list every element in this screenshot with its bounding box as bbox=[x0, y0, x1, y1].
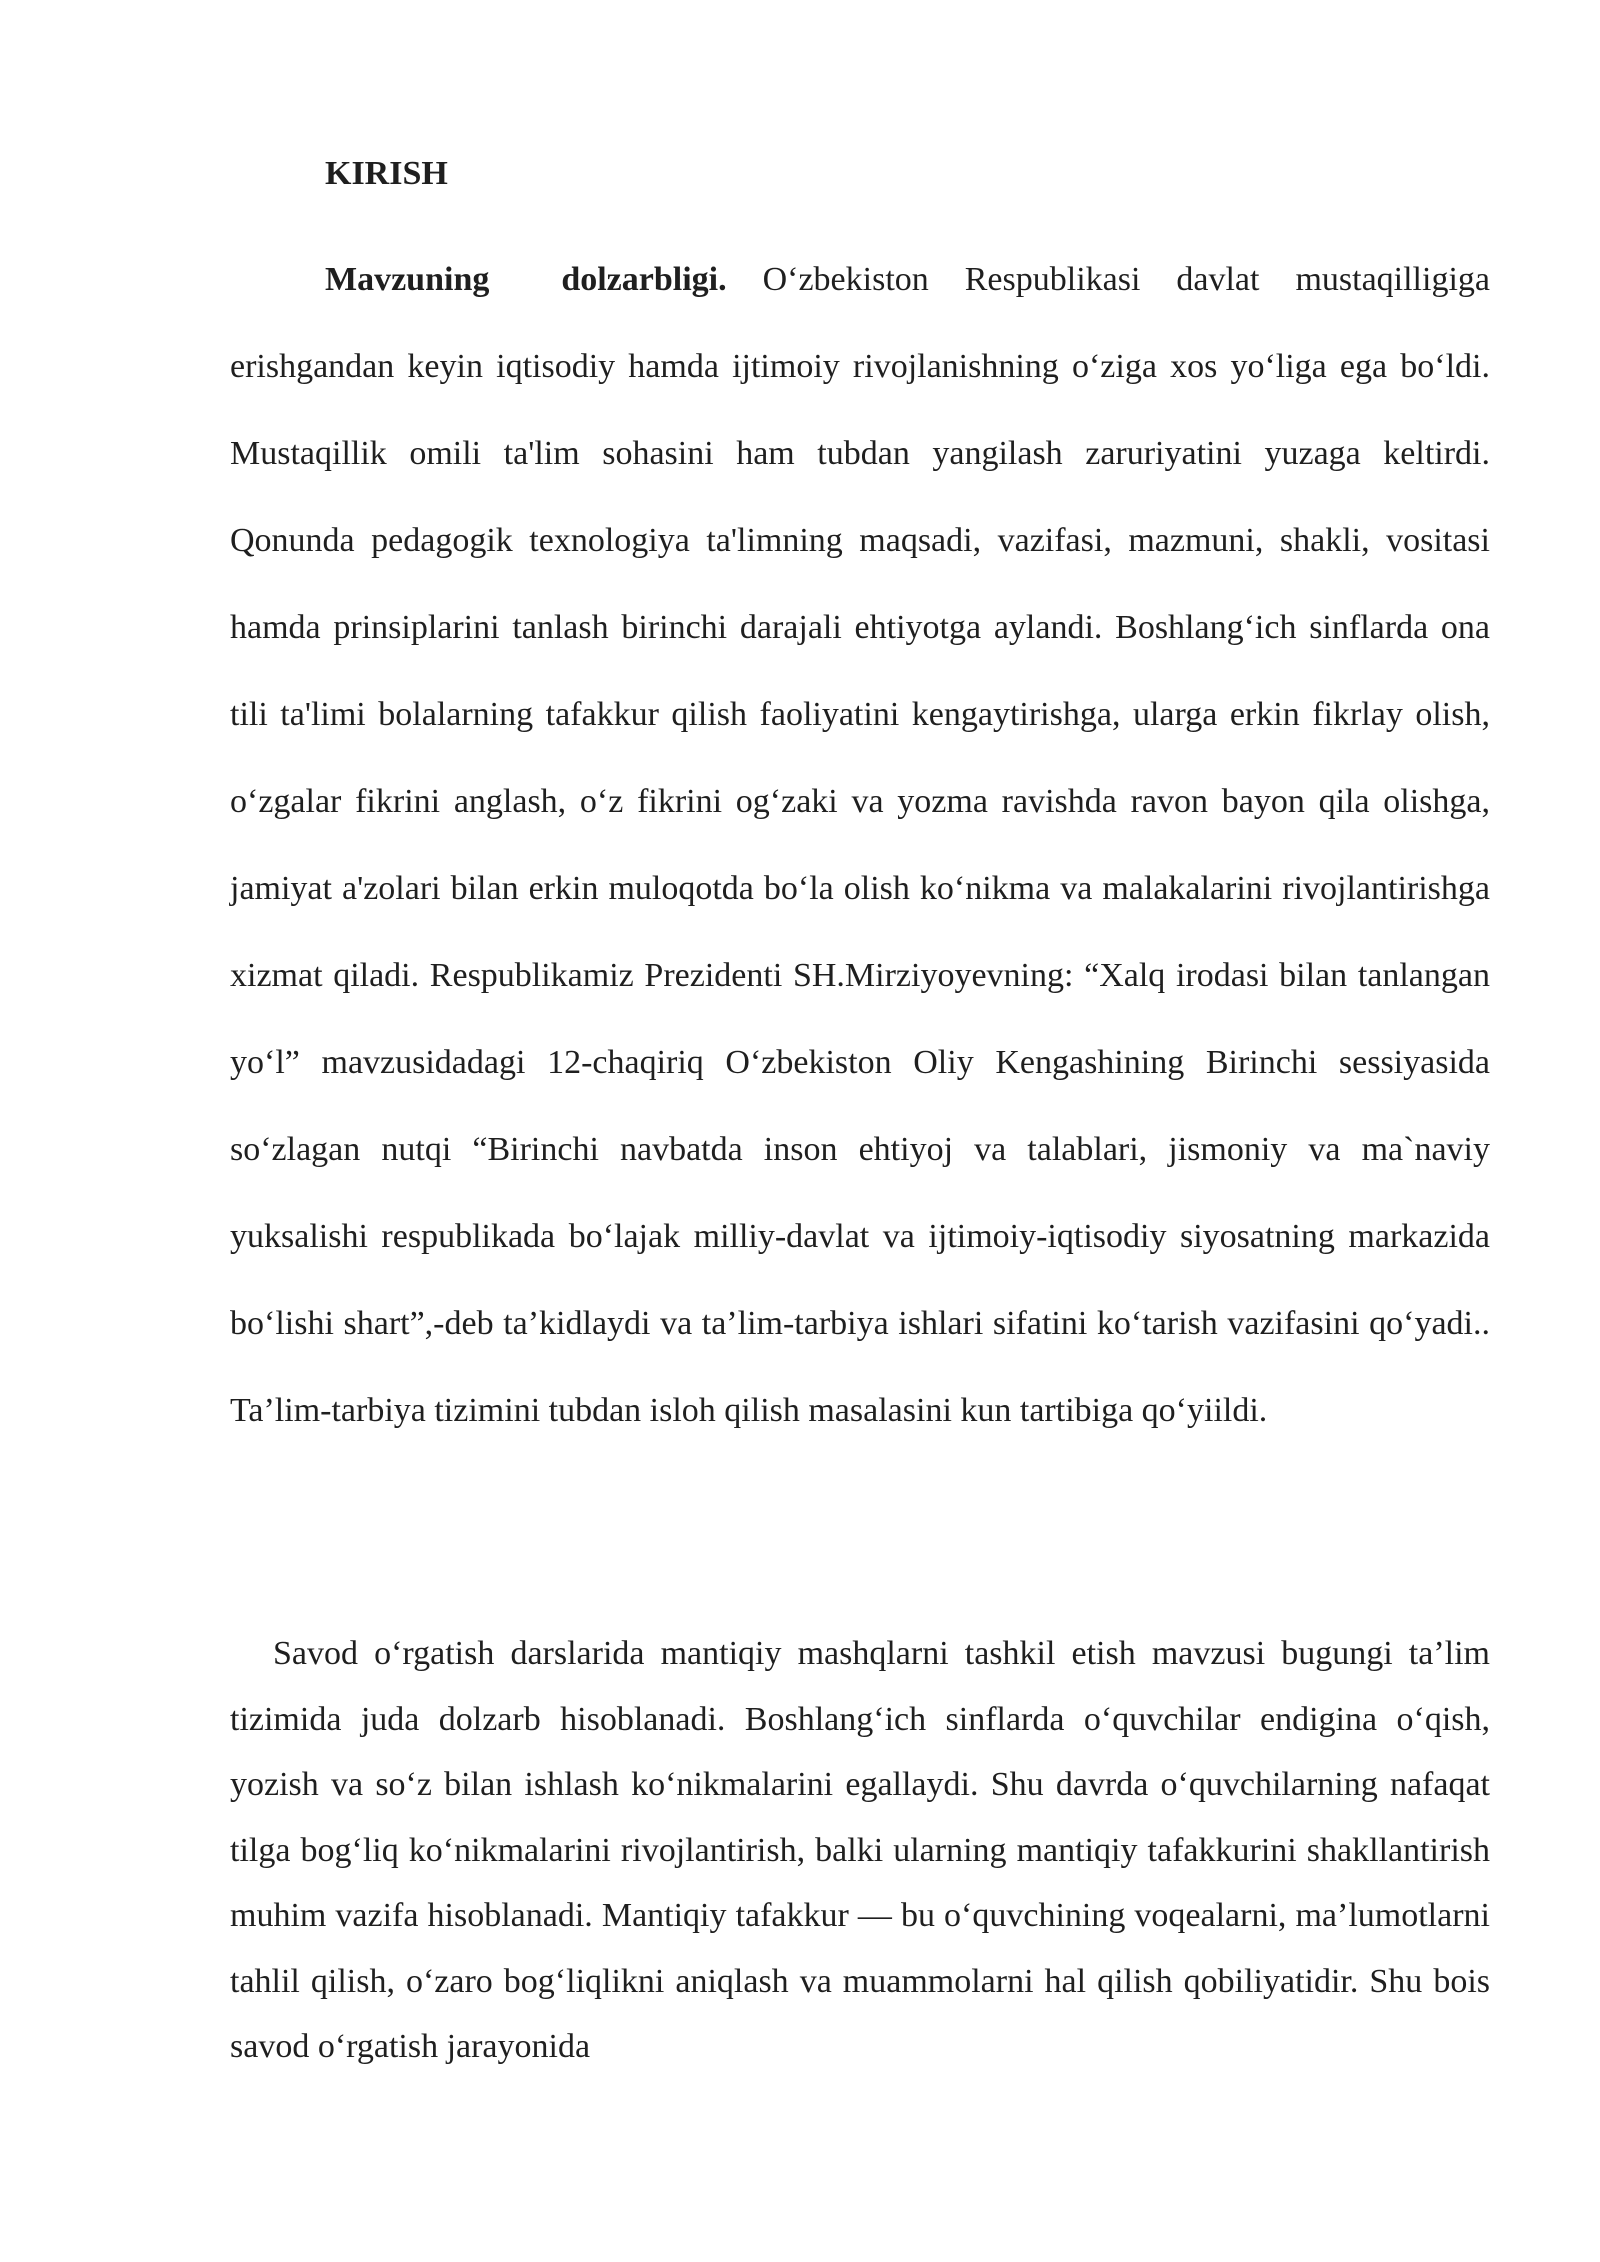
paragraph-logical-exercises: Savod o‘rgatish darslarida mantiqiy mashqlarni tashkil etish mavzusi bugungi ta’lim tizimida juda dolzarb hisoblanadi. Boshlang‘ich sinflarda o‘quvchilar endigina o‘qish, yozish va so‘z bilan ishlash ko‘nikmalarini egallaydi. Shu davrda o‘quvchilarning nafaqat tilga bog‘liq ko‘nikmalarini rivojlantirish, balki ularning mantiqiy tafakkurini shakllantirish muhim vazifa hisoblanadi. Mantiqiy tafakkur — bu o‘quvchining voqealarni, ma’lumotlarni tahlil qilish, o‘zaro bog‘liqlikni aniqlash va muammolarni hal qilish qobiliyatidir. Shu bois savod o‘rgatish jarayonida bbox=[230, 1635, 1490, 2065]
paragraph-lead-bold: Mavzuning dolzarbligi. bbox=[325, 261, 727, 298]
paragraph-relevance bbox=[230, 236, 1490, 1454]
section-heading: KIRISH bbox=[325, 155, 448, 192]
paragraph-body: O‘zbekiston Respublikasi davlat mustaqilligiga erishgandan keyin iqtisodiy hamda ijtimoiy rivojlanishning o‘ziga xos yo‘liga ega bo‘ldi. Mustaqillik omili ta'lim sohasini ham tubdan yangilash zaruriyatini yuzaga keltirdi. Qonunda pedagogik texnologiya ta'limning maqsadi, vazifasi, mazmuni, shakli, vositasi hamda prinsiplarini tanlash birinchi darajali ehtiyotga aylandi. Boshlang‘ich sinflarda ona tili ta'limi bolalarning tafakkur qilish faoliyatini kengaytirishga, ularga erkin fikrlay olish, o‘zgalar fikrini anglash, o‘z fikrini og‘zaki va yozma ravishda ravon bayon qila olishga, jamiyat a'zolari bilan erkin muloqotda bo‘la olish ko‘nikma va malakalarini rivojlantirishga xizmat qiladi. Respublikamiz Prezidenti SH.Mirziyoyevning: “Xalq irodasi bilan tanlangan yo‘l” mavzusidadagi 12-chaqiriq O‘zbekiston Oliy Kengashining Birinchi sessiyasida so‘zlagan nutqi “Birinchi navbatda inson ehtiyoj va talablari, jismoniy va ma`naviy yuksalishi respublikada bo‘lajak milliy-davlat va ijtimoiy-iqtisodiy siyosatning markazida bo‘lishi shart”,-deb ta’kidlaydi va ta’lim-tarbiya ishlari sifatini ko‘tarish vazifasini qo‘yadi.. Ta’lim-tarbiya tizimini tubdan isloh qilish masalasini kun tartibiga qo‘yiildi. bbox=[230, 261, 1490, 1429]
